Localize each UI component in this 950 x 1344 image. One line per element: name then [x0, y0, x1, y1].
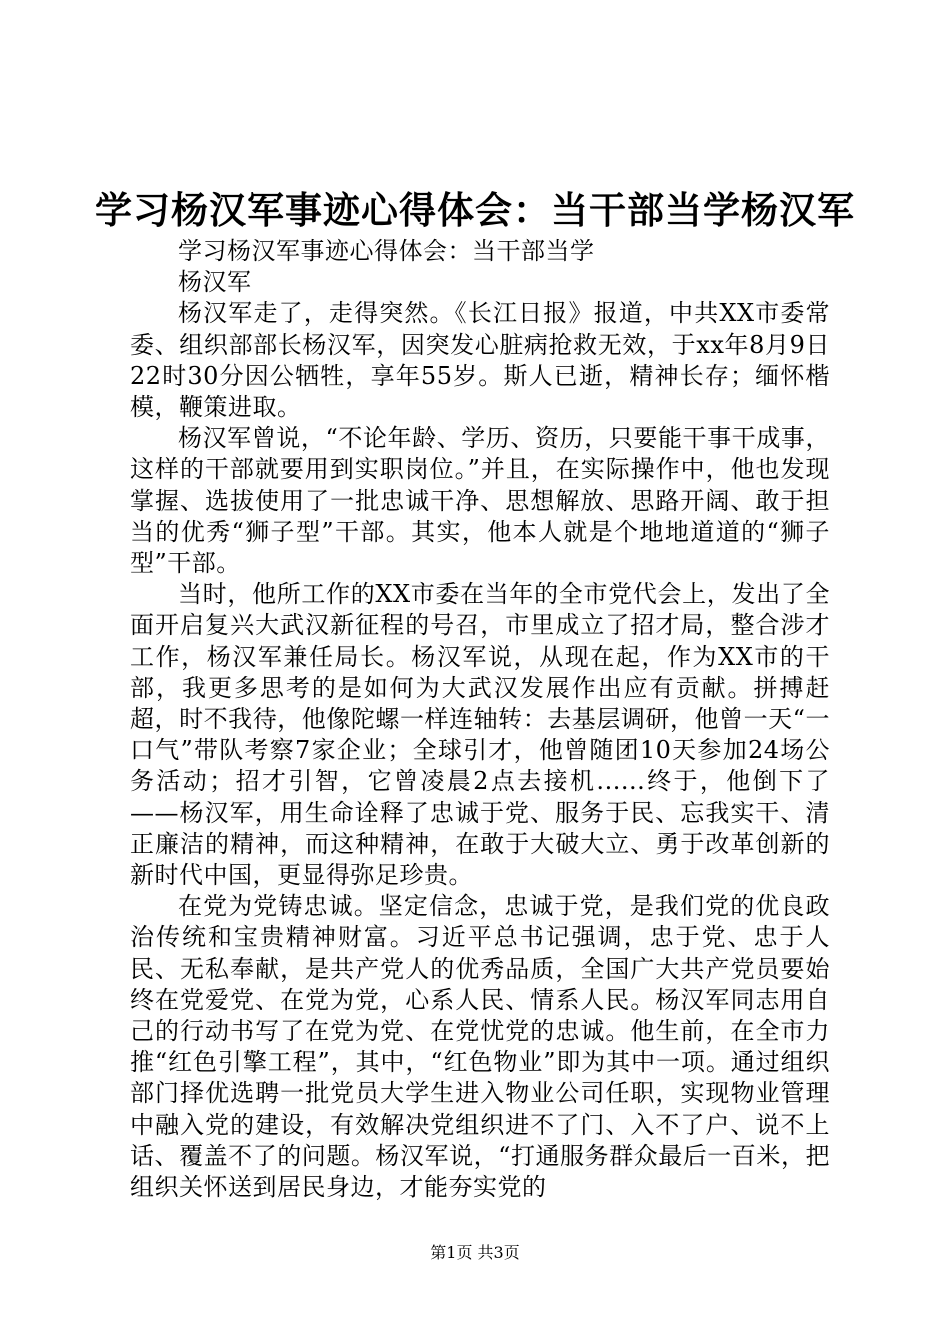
subtitle-text-line2: 杨汉军 — [178, 268, 252, 297]
document-title: 学习杨汉军事迹心得体会：当干部当学杨汉军 — [95, 188, 855, 232]
subtitle-paragraph — [130, 236, 830, 298]
paragraph-4: 在党为党铸忠诚。坚定信念，忠诚于党，是我们党的优良政治传统和宝贵精神财富。习近平总书记强调，忠于党、忠于人民、无私奉献，是共产党人的优秀品质，全国广大共产党员要始终在党爱党、在党为党，心系人民、情系人民。杨汉军同志用自己的行动书写了在党为党、在党忧党的忠诚。他生前，在全市力推“红色引擎工程”，其中，“红色物业”即为其中一项。通过组织部门择优选聘一批党员大学生进入物业公司任职，实现物业管理中融入党的建设，有效解决党组织进不了门、入不了户、说不上话、覆盖不了的问题。杨汉军说，“打通服务群众最后一百米，把组织关怀送到居民身边，才能夯实党的 — [130, 892, 830, 1202]
subtitle-text: 学习杨汉军事迹心得体会：当干部当学 杨汉军 — [130, 237, 595, 296]
page-footer: 第1页 共3页 — [430, 1243, 520, 1262]
paragraph-3: 当时，他所工作的XX市委在当年的全市党代会上，发出了全面开启复兴大武汉新征程的号召，市里成立了招才局，整合涉才工作，杨汉军兼任局长。杨汉军说，从现在起，作为XX市的干部，我更多思考的是如何为大武汉发展作出应有贡献。拼搏赶超，时不我待，他像陀螺一样连轴转：去基层调研，他曾一天“一口气”带队考察7家企业；全球引才，他曾随团10天参加24场公务活动；招才引智，它曾凌晨2点去接机......终于，他倒下了——杨汉军，用生命诠释了忠诚于党、服务于民、忘我实干、清正廉洁的精神，而这种精神，在敢于大破大立、勇于改革创新的新时代中国，更显得弥足珍贵。 — [130, 580, 830, 890]
paragraph-1: 杨汉军走了，走得突然。《长江日报》报道，中共XX市委常委、组织部部长杨汉军，因突发心脏病抢救无效，于xx年8月9日22时30分因公牺牲，享年55岁。斯人已逝，精神长存；缅怀楷模，鞭策进取。 — [130, 299, 830, 422]
document-body — [130, 236, 830, 1203]
paragraph-2: 杨汉军曾说，“不论年龄、学历、资历，只要能干事干成事，这样的干部就要用到实职岗位。”并且，在实际操作中，他也发现掌握、选拔使用了一批忠诚干净、思想解放、思路开阔、敢于担当的优秀“狮子型”干部。其实，他本人就是个地地道道的“狮子型”干部。 — [130, 424, 830, 578]
